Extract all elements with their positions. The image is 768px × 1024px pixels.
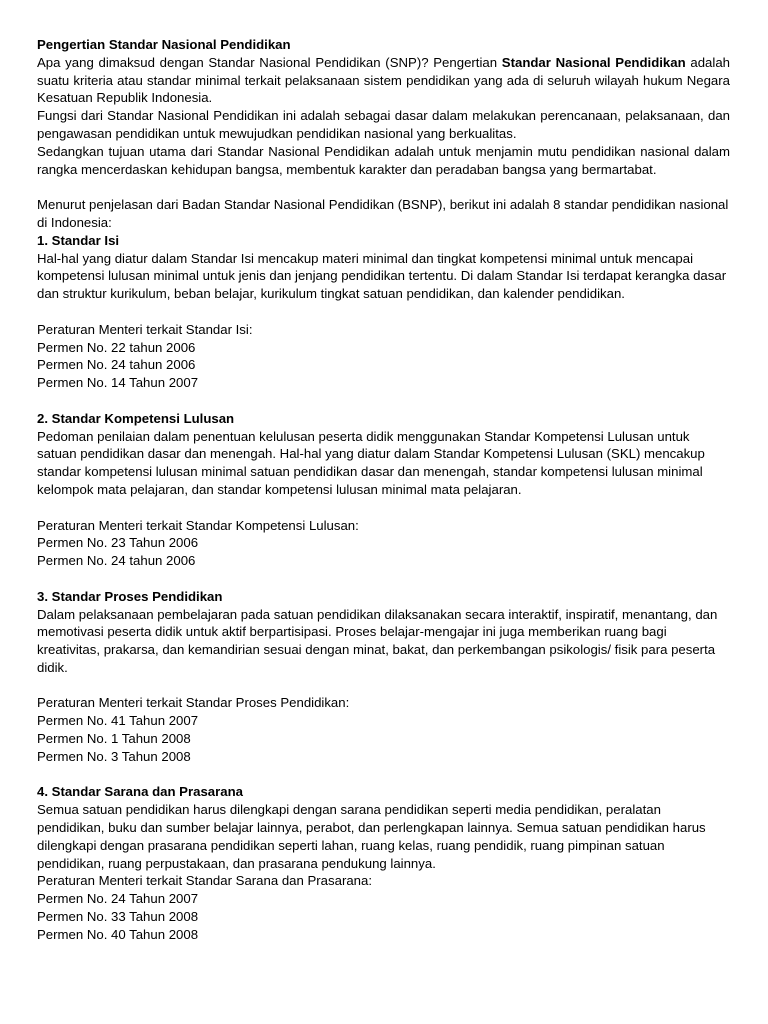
- section-title: 2. Standar Kompetensi Lulusan: [37, 410, 235, 426]
- regulation-heading: Peraturan Menteri terkait Standar Kompetensi Lulusan:: [37, 517, 359, 533]
- intro-paragraph-definition: Apa yang dimaksud dengan Standar Nasional Pendidikan (SNP)? Pengertian Standar Nasional Pendidikan adalah suatu kriteria atau standar minimal terkait pelaksanaan sistem pendidikan yang ada di seluruh wilayah hukum Negara Kesatuan Republik Indonesia.: [37, 54, 730, 106]
- regulation-item: Permen No. 23 Tahun 2006: [37, 535, 199, 551]
- section-body: Hal-hal yang diatur dalam Standar Isi mencakup materi minimal dan tingkat kompetensi minimal untuk mencapai kompetensi lulusan minimal untuk jenis dan jenjang pendidikan tertentu. Di dalam Standar Isi terdapat kerangka dasar dan struktur kurikulum, beban belajar, kurikulum tingkat satuan pendidikan, dan kalender pendidikan.: [37, 250, 727, 302]
- regulation-item: Permen No. 24 tahun 2006: [37, 553, 196, 569]
- intro-paragraph-list-lead: Menurut penjelasan dari Badan Standar Nasional Pendidikan (BSNP), berikut ini adalah 8 standar pendidikan nasional di Indonesia:: [37, 197, 729, 230]
- document-page: [37, 36, 730, 944]
- regulation-item: Permen No. 24 Tahun 2007: [37, 891, 199, 907]
- regulation-heading: Peraturan Menteri terkait Standar Sarana dan Prasarana:: [37, 873, 373, 889]
- section-body: Dalam pelaksanaan pembelajaran pada satuan pendidikan dilaksanakan secara interaktif, inspiratif, menantang, dan memotivasi peserta didik untuk aktif berpartisipasi. Proses belajar-mengajar ini juga memberikan ruang bagi kreativitas, prakarsa, dan kemandirian sesuai dengan minat, bakat, dan perkembangan psikologis/ fisik para peserta didik.: [37, 606, 718, 675]
- regulation-heading: Peraturan Menteri terkait Standar Proses Pendidikan:: [37, 695, 350, 711]
- section-body: Pedoman penilaian dalam penentuan kelulusan peserta didik menggunakan Standar Kompetensi Lulusan untuk satuan pendidikan dasar dan menengah. Hal-hal yang diatur dalam Standar Kompetensi Lulusan (SKL) mencakup standar kompetensi lulusan minimal satuan pendidikan dasar dan menengah, standar kompetensi lulusan minimal kelompok mata pelajaran, dan standar kompetensi lulusan minimal mata pelajaran.: [37, 428, 705, 497]
- regulation-item: Permen No. 14 Tahun 2007: [37, 375, 199, 391]
- regulation-heading: Peraturan Menteri terkait Standar Isi:: [37, 321, 253, 337]
- section-title: 1. Standar Isi: [37, 232, 120, 248]
- section-body: Semua satuan pendidikan harus dilengkapi dengan sarana pendidikan seperti media pendidikan, peralatan pendidikan, buku dan sumber belajar lainnya, perabot, dan perlengkapan lainnya. Semua satuan pendidikan harus dilengkapi dengan prasarana pendidikan seperti lahan, ruang kelas, ruang pendidik, ruang pimpinan satuan pendidikan, ruang perpustakaan, dan prasarana pendukung lainnya.: [37, 802, 706, 871]
- intro-paragraph-function: Fungsi dari Standar Nasional Pendidikan ini adalah sebagai dasar dalam melakukan perencanaan, pelaksanaan, dan pengawasan pendidikan untuk mewujudkan pendidikan nasional yang berkualitas.: [37, 108, 730, 141]
- regulation-item: Permen No. 1 Tahun 2008: [37, 731, 191, 747]
- document-heading: Pengertian Standar Nasional Pendidikan: [37, 37, 291, 52]
- regulation-item: Permen No. 33 Tahun 2008: [37, 909, 199, 925]
- regulation-item: Permen No. 41 Tahun 2007: [37, 713, 199, 729]
- regulation-item: Permen No. 40 Tahun 2008: [37, 926, 199, 942]
- section-title: 3. Standar Proses Pendidikan: [37, 588, 223, 604]
- regulation-item: Permen No. 22 tahun 2006: [37, 339, 196, 355]
- regulation-item: Permen No. 24 tahun 2006: [37, 357, 196, 373]
- regulation-item: Permen No. 3 Tahun 2008: [37, 748, 191, 764]
- intro-paragraph-purpose: Sedangkan tujuan utama dari Standar Nasional Pendidikan adalah untuk menjamin mutu pendidikan nasional dalam rangka mencerdaskan kehidupan bangsa, membentuk karakter dan peradaban bangsa yang bermartabat.: [37, 143, 730, 177]
- section-title: 4. Standar Sarana dan Prasarana: [37, 784, 243, 800]
